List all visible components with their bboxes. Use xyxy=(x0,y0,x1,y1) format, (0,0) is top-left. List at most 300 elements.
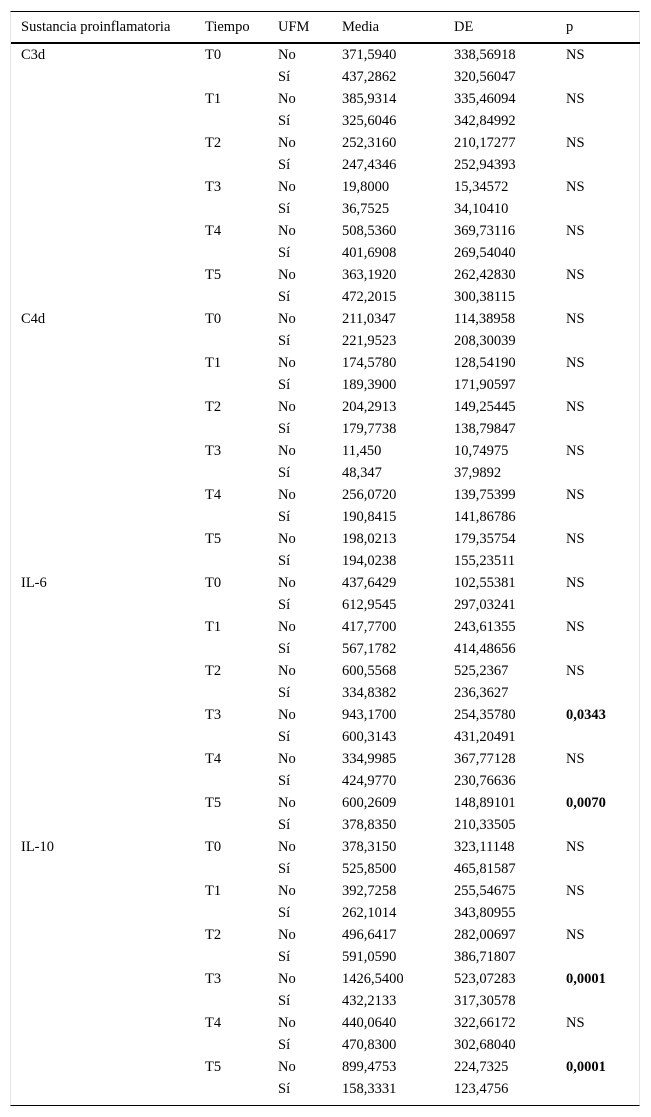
cell-p: 0,0001 xyxy=(566,1059,606,1075)
table-row xyxy=(11,924,640,946)
cell-media: 256,0720 xyxy=(342,487,397,503)
cell-p xyxy=(556,594,640,616)
cell-media: 899,4753 xyxy=(342,1059,397,1075)
cell-sustancia xyxy=(11,704,195,726)
cell-ufm: Sí xyxy=(278,157,291,173)
cell-ufm: Sí xyxy=(278,641,291,657)
cell-p: 0,0070 xyxy=(566,795,606,811)
cell-de: 15,34572 xyxy=(454,179,509,195)
cell-tiempo xyxy=(195,154,268,176)
cell-ufm: Sí xyxy=(278,113,291,129)
table-row xyxy=(11,836,640,858)
cell-de: 297,03241 xyxy=(454,597,516,613)
cell-p xyxy=(556,858,640,880)
cell-ufm: No xyxy=(278,883,296,899)
cell-p xyxy=(556,506,640,528)
cell-tiempo xyxy=(195,462,268,484)
cell-sustancia xyxy=(11,176,195,198)
table-row xyxy=(11,506,640,528)
cell-tiempo xyxy=(195,902,268,924)
table-row xyxy=(11,880,640,902)
cell-ufm: No xyxy=(278,487,296,503)
cell-sustancia xyxy=(11,330,195,352)
cell-media: 190,8415 xyxy=(342,509,397,525)
cell-sustancia xyxy=(11,440,195,462)
cell-p xyxy=(556,990,640,1012)
cell-p xyxy=(556,242,640,264)
cell-tiempo: T2 xyxy=(205,663,222,679)
cell-de: 262,42830 xyxy=(454,267,516,283)
cell-p xyxy=(556,638,640,660)
cell-sustancia: IL-6 xyxy=(21,575,47,591)
cell-ufm: Sí xyxy=(278,773,291,789)
header-sustancia: Sustancia proinflamatoria xyxy=(11,12,195,43)
cell-de: 139,75399 xyxy=(454,487,516,503)
table-row xyxy=(11,814,640,836)
cell-sustancia: C4d xyxy=(21,311,46,327)
cell-tiempo: T5 xyxy=(205,267,222,283)
table-row xyxy=(11,1056,640,1078)
cell-sustancia xyxy=(11,792,195,814)
cell-media: 363,1920 xyxy=(342,267,397,283)
cell-tiempo xyxy=(195,638,268,660)
cell-p xyxy=(556,1034,640,1056)
cell-media: 48,347 xyxy=(342,465,382,481)
cell-tiempo xyxy=(195,1034,268,1056)
cell-ufm: Sí xyxy=(278,465,291,481)
cell-de: 230,76636 xyxy=(454,773,516,789)
results-table-frame xyxy=(10,11,640,1106)
cell-de: 254,35780 xyxy=(454,707,516,723)
cell-de: 523,07283 xyxy=(454,971,516,987)
cell-tiempo xyxy=(195,726,268,748)
cell-tiempo: T1 xyxy=(205,91,222,107)
header-p: p xyxy=(556,12,640,43)
cell-p xyxy=(556,418,640,440)
cell-tiempo: T4 xyxy=(205,751,222,767)
cell-ufm: No xyxy=(278,927,296,943)
cell-media: 211,0347 xyxy=(342,311,396,327)
table-row xyxy=(11,396,640,418)
cell-tiempo: T3 xyxy=(205,443,222,459)
cell-ufm: Sí xyxy=(278,685,291,701)
cell-ufm: Sí xyxy=(278,729,291,745)
cell-sustancia xyxy=(11,242,195,264)
cell-ufm: Sí xyxy=(278,553,291,569)
cell-de: 269,54040 xyxy=(454,245,516,261)
cell-de: 102,55381 xyxy=(454,575,516,591)
cell-media: 600,2609 xyxy=(342,795,397,811)
cell-p xyxy=(556,682,640,704)
table-row xyxy=(11,88,640,110)
cell-sustancia xyxy=(11,198,195,220)
table-row xyxy=(11,726,640,748)
cell-tiempo xyxy=(195,418,268,440)
cell-media: 470,8300 xyxy=(342,1037,397,1053)
cell-tiempo xyxy=(195,814,268,836)
header-media: Media xyxy=(332,12,444,43)
table-row xyxy=(11,858,640,880)
cell-p xyxy=(556,770,640,792)
cell-media: 174,5780 xyxy=(342,355,397,371)
cell-p: 0,0001 xyxy=(566,971,606,987)
table-row xyxy=(11,792,640,814)
cell-sustancia: IL-10 xyxy=(21,839,55,855)
table-row xyxy=(11,330,640,352)
table-row xyxy=(11,110,640,132)
cell-sustancia xyxy=(11,550,195,572)
cell-media: 392,7258 xyxy=(342,883,397,899)
cell-ufm: No xyxy=(278,663,296,679)
cell-tiempo xyxy=(195,330,268,352)
table-row xyxy=(11,308,640,330)
cell-de: 302,68040 xyxy=(454,1037,516,1053)
cell-media: 334,9985 xyxy=(342,751,397,767)
cell-media: 508,5360 xyxy=(342,223,397,239)
cell-de: 236,3627 xyxy=(454,685,509,701)
cell-p: NS xyxy=(566,839,585,855)
cell-p xyxy=(556,726,640,748)
cell-sustancia xyxy=(11,132,195,154)
cell-sustancia xyxy=(11,484,195,506)
header-de: DE xyxy=(444,12,556,43)
table-row xyxy=(11,198,640,220)
cell-p xyxy=(556,198,640,220)
cell-de: 171,90597 xyxy=(454,377,516,393)
table-row xyxy=(11,220,640,242)
cell-sustancia xyxy=(11,616,195,638)
cell-ufm: No xyxy=(278,135,296,151)
cell-de: 338,56918 xyxy=(454,47,516,63)
cell-sustancia xyxy=(11,902,195,924)
cell-tiempo xyxy=(195,506,268,528)
cell-media: 221,9523 xyxy=(342,333,397,349)
cell-tiempo: T1 xyxy=(205,619,222,635)
cell-ufm: Sí xyxy=(278,597,291,613)
results-table xyxy=(11,12,640,1100)
cell-sustancia xyxy=(11,748,195,770)
cell-tiempo xyxy=(195,242,268,264)
cell-sustancia xyxy=(11,352,195,374)
cell-media: 440,0640 xyxy=(342,1015,397,1031)
cell-p: NS xyxy=(566,927,585,943)
cell-sustancia xyxy=(11,990,195,1012)
cell-tiempo: T4 xyxy=(205,487,222,503)
cell-p xyxy=(556,374,640,396)
cell-sustancia xyxy=(11,110,195,132)
cell-p xyxy=(556,902,640,924)
table-row xyxy=(11,528,640,550)
cell-ufm: Sí xyxy=(278,949,291,965)
cell-ufm: No xyxy=(278,443,296,459)
cell-de: 128,54190 xyxy=(454,355,516,371)
cell-ufm: No xyxy=(278,619,296,635)
cell-de: 414,48656 xyxy=(454,641,516,657)
cell-media: 252,3160 xyxy=(342,135,397,151)
cell-media: 378,8350 xyxy=(342,817,397,833)
cell-media: 325,6046 xyxy=(342,113,397,129)
cell-ufm: No xyxy=(278,795,296,811)
cell-de: 282,00697 xyxy=(454,927,516,943)
cell-tiempo xyxy=(195,110,268,132)
table-row xyxy=(11,352,640,374)
table-row xyxy=(11,242,640,264)
cell-p: NS xyxy=(566,179,585,195)
table-row xyxy=(11,770,640,792)
cell-p: NS xyxy=(566,223,585,239)
cell-media: 204,2913 xyxy=(342,399,397,415)
cell-de: 138,79847 xyxy=(454,421,516,437)
cell-de: 210,33505 xyxy=(454,817,516,833)
cell-media: 567,1782 xyxy=(342,641,397,657)
table-row xyxy=(11,176,640,198)
table-row xyxy=(11,484,640,506)
cell-ufm: No xyxy=(278,179,296,195)
cell-sustancia xyxy=(11,1056,195,1078)
cell-sustancia xyxy=(11,594,195,616)
cell-de: 37,9892 xyxy=(454,465,502,481)
cell-ufm: No xyxy=(278,91,296,107)
cell-media: 179,7738 xyxy=(342,421,397,437)
table-row xyxy=(11,154,640,176)
cell-p: NS xyxy=(566,267,585,283)
cell-ufm: Sí xyxy=(278,817,291,833)
cell-ufm: No xyxy=(278,399,296,415)
cell-de: 243,61355 xyxy=(454,619,516,635)
cell-tiempo xyxy=(195,286,268,308)
cell-ufm: Sí xyxy=(278,421,291,437)
cell-sustancia xyxy=(11,396,195,418)
cell-p: NS xyxy=(566,619,585,635)
cell-tiempo: T3 xyxy=(205,971,222,987)
cell-p: NS xyxy=(566,311,585,327)
cell-media: 437,2862 xyxy=(342,69,397,85)
cell-ufm: Sí xyxy=(278,377,291,393)
cell-de: 335,46094 xyxy=(454,91,516,107)
cell-sustancia xyxy=(11,418,195,440)
cell-sustancia xyxy=(11,154,195,176)
cell-de: 114,38958 xyxy=(454,311,516,327)
cell-media: 334,8382 xyxy=(342,685,397,701)
cell-p xyxy=(556,814,640,836)
cell-ufm: Sí xyxy=(278,1081,291,1097)
cell-sustancia xyxy=(11,462,195,484)
cell-tiempo: T5 xyxy=(205,795,222,811)
table-row xyxy=(11,968,640,990)
cell-de: 10,74975 xyxy=(454,443,509,459)
table-row xyxy=(11,462,640,484)
cell-sustancia xyxy=(11,880,195,902)
table-row xyxy=(11,374,640,396)
cell-ufm: Sí xyxy=(278,993,291,1009)
cell-sustancia xyxy=(11,946,195,968)
cell-sustancia: C3d xyxy=(21,47,46,63)
cell-de: 123,4756 xyxy=(454,1081,509,1097)
cell-ufm: No xyxy=(278,575,296,591)
cell-de: 431,20491 xyxy=(454,729,516,745)
cell-de: 155,23511 xyxy=(454,553,516,569)
header-row xyxy=(11,12,640,43)
cell-media: 198,0213 xyxy=(342,531,397,547)
cell-de: 210,17277 xyxy=(454,135,516,151)
cell-ufm: Sí xyxy=(278,69,291,85)
cell-p: NS xyxy=(566,91,585,107)
table-row xyxy=(11,1034,640,1056)
cell-de: 148,89101 xyxy=(454,795,516,811)
cell-ufm: No xyxy=(278,751,296,767)
cell-sustancia xyxy=(11,374,195,396)
cell-sustancia xyxy=(11,682,195,704)
cell-tiempo xyxy=(195,1078,268,1100)
cell-media: 36,7525 xyxy=(342,201,390,217)
cell-media: 189,3900 xyxy=(342,377,397,393)
cell-sustancia xyxy=(11,1034,195,1056)
cell-ufm: Sí xyxy=(278,861,291,877)
cell-tiempo: T3 xyxy=(205,707,222,723)
cell-media: 158,3331 xyxy=(342,1081,397,1097)
cell-p xyxy=(556,550,640,572)
cell-de: 317,30578 xyxy=(454,993,516,1009)
table-row xyxy=(11,990,640,1012)
cell-tiempo xyxy=(195,990,268,1012)
cell-sustancia xyxy=(11,726,195,748)
cell-media: 194,0238 xyxy=(342,553,397,569)
cell-ufm: No xyxy=(278,971,296,987)
cell-media: 262,1014 xyxy=(342,905,397,921)
table-row xyxy=(11,638,640,660)
cell-media: 378,3150 xyxy=(342,839,397,855)
cell-tiempo: T3 xyxy=(205,179,222,195)
cell-ufm: Sí xyxy=(278,905,291,921)
cell-ufm: No xyxy=(278,355,296,371)
cell-p: NS xyxy=(566,663,585,679)
cell-de: 525,2367 xyxy=(454,663,509,679)
cell-tiempo xyxy=(195,770,268,792)
cell-p: NS xyxy=(566,575,585,591)
cell-media: 600,5568 xyxy=(342,663,397,679)
table-row xyxy=(11,1012,640,1034)
cell-tiempo: T2 xyxy=(205,135,222,151)
cell-ufm: Sí xyxy=(278,333,291,349)
table-row xyxy=(11,616,640,638)
cell-ufm: No xyxy=(278,223,296,239)
table-body xyxy=(11,43,640,1100)
cell-ufm: No xyxy=(278,1059,296,1075)
cell-ufm: Sí xyxy=(278,245,291,261)
cell-sustancia xyxy=(11,506,195,528)
table-row xyxy=(11,418,640,440)
cell-tiempo: T4 xyxy=(205,223,222,239)
cell-media: 432,2133 xyxy=(342,993,397,1009)
cell-media: 591,0590 xyxy=(342,949,397,965)
cell-de: 300,38115 xyxy=(454,289,516,305)
cell-sustancia xyxy=(11,924,195,946)
cell-ufm: Sí xyxy=(278,289,291,305)
cell-sustancia xyxy=(11,770,195,792)
cell-tiempo: T0 xyxy=(205,311,222,327)
cell-p: NS xyxy=(566,531,585,547)
table-row xyxy=(11,43,640,66)
table-row xyxy=(11,286,640,308)
cell-ufm: No xyxy=(278,839,296,855)
cell-de: 208,30039 xyxy=(454,333,516,349)
cell-p xyxy=(556,286,640,308)
cell-p xyxy=(556,330,640,352)
header-ufm: UFM xyxy=(268,12,332,43)
cell-media: 496,6417 xyxy=(342,927,397,943)
cell-p xyxy=(556,154,640,176)
cell-de: 323,11148 xyxy=(454,839,515,855)
cell-de: 322,66172 xyxy=(454,1015,516,1031)
cell-tiempo: T4 xyxy=(205,1015,222,1031)
cell-sustancia xyxy=(11,66,195,88)
table-row xyxy=(11,572,640,594)
cell-ufm: Sí xyxy=(278,201,291,217)
table-row xyxy=(11,1078,640,1100)
cell-ufm: No xyxy=(278,311,296,327)
cell-media: 417,7700 xyxy=(342,619,397,635)
cell-ufm: No xyxy=(278,707,296,723)
cell-de: 252,94393 xyxy=(454,157,516,173)
cell-ufm: No xyxy=(278,531,296,547)
table-row xyxy=(11,440,640,462)
cell-tiempo xyxy=(195,946,268,968)
cell-tiempo: T0 xyxy=(205,839,222,855)
cell-media: 11,450 xyxy=(342,443,382,459)
cell-media: 247,4346 xyxy=(342,157,397,173)
table-header xyxy=(11,12,640,43)
cell-media: 19,8000 xyxy=(342,179,390,195)
cell-de: 343,80955 xyxy=(454,905,516,921)
cell-p xyxy=(556,110,640,132)
cell-sustancia xyxy=(11,88,195,110)
cell-tiempo xyxy=(195,550,268,572)
cell-tiempo: T2 xyxy=(205,399,222,415)
cell-tiempo: T5 xyxy=(205,531,222,547)
cell-tiempo xyxy=(195,198,268,220)
cell-media: 943,1700 xyxy=(342,707,397,723)
cell-media: 401,6908 xyxy=(342,245,397,261)
cell-p: NS xyxy=(566,135,585,151)
cell-tiempo: T0 xyxy=(205,47,222,63)
cell-tiempo xyxy=(195,682,268,704)
cell-tiempo: T5 xyxy=(205,1059,222,1075)
table-row xyxy=(11,946,640,968)
cell-media: 371,5940 xyxy=(342,47,397,63)
table-row xyxy=(11,902,640,924)
cell-p: NS xyxy=(566,1015,585,1031)
cell-sustancia xyxy=(11,660,195,682)
cell-de: 369,73116 xyxy=(454,223,516,239)
cell-ufm: No xyxy=(278,47,296,63)
cell-media: 1426,5400 xyxy=(342,971,404,987)
cell-ufm: Sí xyxy=(278,509,291,525)
cell-sustancia xyxy=(11,286,195,308)
cell-tiempo: T1 xyxy=(205,355,222,371)
cell-de: 224,7325 xyxy=(454,1059,509,1075)
cell-ufm: No xyxy=(278,1015,296,1031)
cell-sustancia xyxy=(11,858,195,880)
table-row xyxy=(11,682,640,704)
cell-media: 600,3143 xyxy=(342,729,397,745)
cell-de: 255,54675 xyxy=(454,883,516,899)
cell-p: NS xyxy=(566,443,585,459)
cell-p xyxy=(556,946,640,968)
cell-tiempo xyxy=(195,374,268,396)
table-row xyxy=(11,660,640,682)
cell-de: 149,25445 xyxy=(454,399,516,415)
cell-tiempo xyxy=(195,66,268,88)
